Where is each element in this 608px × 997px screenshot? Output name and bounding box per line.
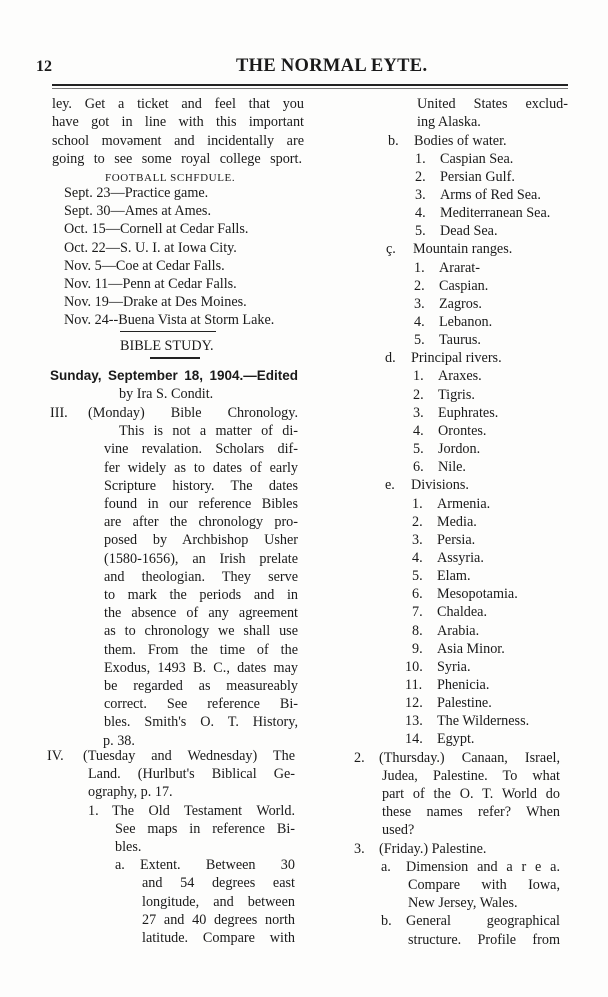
list-number: 2.	[415, 168, 426, 185]
paragraph-line: (Monday) Bible Chronology.	[88, 405, 298, 421]
list-number: 4.	[412, 549, 423, 566]
list-number: 13.	[405, 713, 423, 730]
list-item: Ararat-	[439, 259, 480, 276]
section-rule	[120, 331, 216, 332]
list-item: Jordon.	[438, 441, 481, 458]
paragraph-line: Dimension and a r e a.	[406, 858, 560, 875]
schedule-entry: Nov. 24--Buena Vista at Storm Lake.	[64, 312, 275, 329]
list-item: Phenicia.	[437, 677, 490, 693]
paragraph-line: This is not a matter of di-	[119, 423, 298, 439]
item-title: (Friday.) Palestine.	[379, 840, 487, 857]
list-number: 8.	[412, 622, 423, 639]
list-number: 3.	[415, 186, 426, 203]
list-number: 7.	[412, 604, 423, 621]
item-label: 2.	[354, 749, 365, 766]
list-number: 5.	[413, 441, 424, 458]
section-label: III.	[50, 405, 68, 421]
paragraph-line: be regarded as measureably	[104, 678, 298, 694]
paragraph-line: going to see some royal college sport.	[52, 150, 302, 167]
item-label: 3.	[354, 840, 365, 857]
list-number: 1.	[412, 495, 423, 512]
paragraph-line: these names refer? When	[382, 804, 560, 821]
paragraph-line: part of the O. T. World do	[382, 786, 560, 802]
list-item: Palestine.	[437, 695, 492, 712]
schedule-entry: Sept. 23—Practice game.	[64, 185, 209, 201]
list-item: The Wilderness.	[437, 713, 530, 730]
group-title: Bodies of water.	[414, 132, 507, 149]
list-number: 2.	[414, 277, 425, 294]
paragraph-line: correct. See reference Bi-	[104, 696, 298, 713]
paragraph-line: ley. Get a ticket and feel that you	[52, 96, 304, 112]
list-item: Caspian Sea.	[440, 150, 514, 167]
section-label: IV.	[47, 748, 64, 764]
paragraph-line: p. 38.	[103, 732, 135, 749]
paragraph-line: them. From the time of the	[104, 641, 298, 658]
masthead-title: THE NORMAL EYTE.	[236, 56, 428, 76]
paragraph-line: (Thursday.) Canaan, Israel,	[379, 749, 560, 766]
paragraph-line: (Tuesday and Wednesday) The	[83, 748, 295, 764]
group-title: Divisions.	[411, 477, 469, 494]
list-item: Mediterranean Sea.	[440, 205, 551, 222]
list-number: 10.	[405, 658, 423, 675]
group-title: Principal rivers.	[411, 350, 502, 367]
header-rule-top	[52, 84, 568, 86]
paragraph-line: United States exclud-	[417, 96, 568, 112]
schedule-entry: Nov. 11—Penn at Cedar Falls.	[64, 276, 237, 292]
paragraph-line: found in our reference Bibles	[104, 496, 298, 512]
list-number: 5.	[412, 568, 423, 585]
list-number: 12.	[405, 695, 423, 712]
paragraph-line: posed by Archbishop Usher	[104, 532, 298, 549]
paragraph-line: ing Alaska.	[417, 114, 481, 130]
paragraph-line: are after the chronology pro-	[104, 514, 298, 531]
list-number: 2.	[413, 386, 424, 403]
group-label: b.	[388, 132, 399, 149]
list-number: 6.	[412, 586, 423, 603]
list-number: 9.	[412, 640, 423, 657]
paragraph-line: longitude, and between	[142, 893, 295, 910]
group-title: Mountain ranges.	[413, 241, 513, 258]
dateline: Sunday, September 18, 1904.—Edited	[50, 368, 298, 383]
list-number: 3.	[413, 404, 424, 421]
schedule-entry: Nov. 19—Drake at Des Moines.	[64, 294, 247, 311]
paragraph-line: school movəment and incidentally are	[52, 132, 304, 149]
paragraph-line: bles. Smith's O. T. History,	[104, 714, 298, 731]
list-number: 14.	[405, 731, 423, 748]
list-number: 3.	[414, 295, 425, 312]
item-label: a.	[381, 858, 391, 875]
paragraph-line: structure. Profile from	[408, 931, 560, 948]
list-item: Armenia.	[437, 495, 491, 512]
paragraph-line: to mark the periods and in	[104, 587, 298, 603]
list-item: Elam.	[437, 568, 471, 585]
item-label: a.	[115, 857, 125, 874]
list-number: 11.	[405, 677, 423, 693]
paragraph-line: Exodus, 1493 B. C., dates may	[104, 659, 298, 676]
header-rule-bottom	[52, 88, 568, 89]
paragraph-line: and theologian. They serve	[104, 568, 298, 585]
list-number: 4.	[415, 205, 426, 222]
schedule-entry: Sept. 30—Ames at Ames.	[64, 203, 211, 220]
list-item: Euphrates.	[438, 404, 499, 421]
paragraph-line: 27 and 40 degrees north	[142, 911, 295, 928]
list-item: Dead Sea.	[440, 223, 498, 240]
schedule-heading: FOOTBALL SCHFDULE.	[105, 172, 236, 184]
section-heading: BIBLE STUDY.	[120, 338, 214, 354]
group-label: ç.	[386, 241, 396, 258]
paragraph-line: vine revalation. Scholars dif-	[104, 441, 298, 458]
paragraph-line: have got in line with this important	[52, 114, 304, 131]
item-label: 1.	[88, 802, 99, 819]
list-item: Lebanon.	[439, 314, 493, 330]
list-item: Tigris.	[438, 386, 475, 403]
paragraph-line: used?	[382, 822, 415, 839]
item-label: b.	[381, 913, 392, 930]
list-number: 5.	[414, 332, 425, 349]
list-item: Asia Minor.	[437, 640, 505, 657]
list-item: Arabia.	[437, 622, 480, 639]
list-number: 6.	[413, 459, 424, 476]
list-number: 1.	[414, 259, 425, 276]
page-number: 12	[36, 58, 52, 75]
schedule-entry: Oct. 22—S. U. I. at Iowa City.	[64, 239, 237, 256]
list-number: 4.	[413, 422, 424, 439]
list-item: Caspian.	[439, 277, 489, 294]
paragraph-line: New Jersey, Wales.	[408, 895, 518, 912]
list-item: Persia.	[437, 531, 476, 548]
list-number: 1.	[413, 368, 424, 385]
paragraph-line: the absence of any agreement	[104, 605, 298, 622]
schedule-entry: Nov. 5—Coe at Cedar Falls.	[64, 257, 225, 274]
list-item: Zagros.	[439, 295, 482, 312]
list-number: 4.	[414, 314, 425, 330]
list-item: Mesopotamia.	[437, 586, 518, 603]
list-item: Assyria.	[437, 549, 484, 566]
list-number: 1.	[415, 150, 426, 167]
list-item: Persian Gulf.	[440, 168, 515, 185]
list-item: Arms of Red Sea.	[440, 186, 541, 203]
paragraph-line: Extent. Between 30	[140, 857, 295, 874]
paragraph-line: Compare with Iowa,	[408, 877, 560, 893]
paragraph-line: latitude. Compare with	[142, 930, 295, 946]
editor-line: by Ira S. Condit.	[119, 386, 214, 402]
list-number: 2.	[412, 513, 423, 530]
list-item: Nile.	[438, 459, 466, 476]
list-number: 5.	[415, 223, 426, 240]
paragraph-line: (1580-1656), an Irish prelate	[104, 550, 298, 567]
paragraph-line: Land. (Hurlbut's Biblical Ge-	[88, 766, 295, 783]
paragraph-line: Judea, Palestine. To what	[382, 767, 560, 784]
paragraph-line: bles.	[115, 839, 142, 855]
group-label: e.	[385, 477, 395, 494]
list-item: Araxes.	[438, 368, 482, 385]
list-item: Media.	[437, 513, 477, 530]
list-item: Orontes.	[438, 422, 487, 439]
paragraph-line: See maps in reference Bi-	[115, 820, 295, 837]
paragraph-line: as to chronology we shall use	[104, 623, 298, 640]
paragraph-line: ography, p. 17.	[88, 784, 173, 801]
schedule-entry: Oct. 15—Cornell at Cedar Falls.	[64, 221, 249, 238]
paragraph-line: General geographical	[406, 913, 560, 930]
list-number: 3.	[412, 531, 423, 548]
paragraph-line: and 54 degrees east	[142, 875, 295, 892]
list-item: Egypt.	[437, 731, 475, 748]
list-item: Taurus.	[439, 332, 481, 349]
paragraph-line: Scripture history. The dates	[104, 477, 298, 494]
group-label: d.	[385, 350, 396, 367]
paragraph-line: The Old Testament World.	[112, 802, 295, 819]
paragraph-line: fer widely as to dates of early	[104, 459, 298, 476]
heading-underline	[150, 357, 200, 359]
list-item: Chaldea.	[437, 604, 488, 621]
list-item: Syria.	[437, 658, 471, 675]
